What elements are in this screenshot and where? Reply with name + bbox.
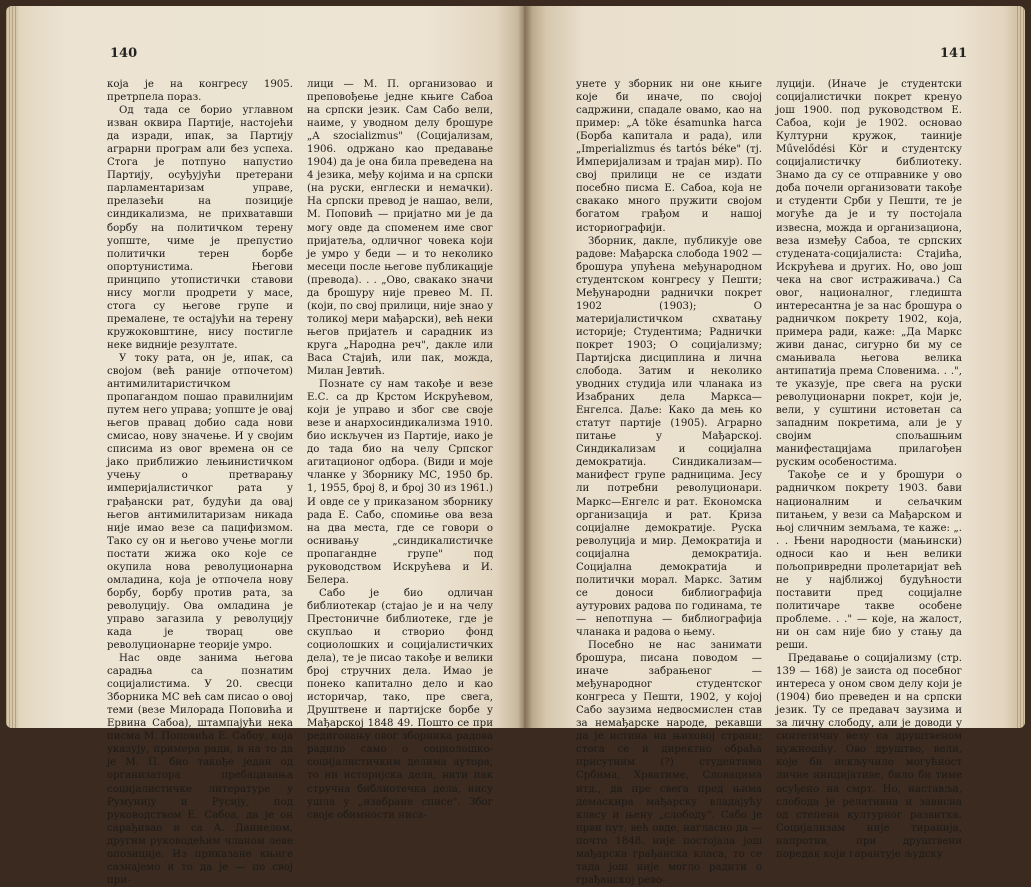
paragraph: Предавање о социјализму (стр. 139 — 168) је заиста од посебног интереса у оном свом делу који је (1904) био преведен и на српски језик. Ту се предавач заузима и за личну слободу, али је доводи у синтетичну везу са друштвеном нужношћу. Ово друштво, вели, које би искључило могућност личне иницијативе, било би тиме осуђено на смрт. Но, наставља, слобода је релативна и зависна од степена културног развитка. Социјализам није тиранија, напротив, при друштвени поредак који гарантује људску	[776, 653, 962, 860]
right-page-edges	[1015, 6, 1025, 728]
paragraph: Сабо је био одличан библиотекар (стајао је и на челу Престоничне библиотеке, где је скупљао и створио фонд социолошких и социјалистичких дела), те је писао такође и велики број стручних дела. Имао је понеко капитално дело и као историчар, тако, пре свега, Друштвене и партијске борбе у Мађарској 1848 49. Пошто се при редиговању овог зборника радова радило само о социолошко-социјалистичким делима аутора, то ни историјска дела, нити пак стручна библиотечка дела, нису ушла у „изабране списе". Због своје обимности ниса-	[307, 587, 493, 821]
left-page-column-1	[107, 78, 293, 887]
open-book	[6, 6, 1025, 886]
paragraph: У току рата, он је, ипак, са својом (већ раније отпочетом) антимилитаристичком пропагандом пошао правилнијим путем него управа; уопште је овај његов правац добио сада нови смисао, нову значење. И у својим списима из овог времена он се јако приближио лењинистичком учењу о претварању империјалистичког рата у грађански рат, будући да овај његов антимилитаризам никада није имао везе са пацифизмом. Тако су он и његово учење могли постати жижа око које се окупила нова револуционарна омладина, која је отпочела нову борбу, борбу против рата, за револуцију. Ова омладина је управо загазила у револуцију када је творац ове револуционарне теорије умро.	[107, 352, 293, 652]
paragraph: Посебно не нас занимати брошура, писана поводом — иначе забрањеног — међународног студентског конгреса у Пешти, 1902, у којој Сабо заузима недвосмислен став за немађарске народе, рекавши да је истина на њиховој страни; стога се и директно обраћа присутним (?) студентима Србима, Хрватиме, Словацима итд., да пре свега пред њима демаскира мађарску владајућу класу и њену „слободу". Сабо је први пут, већ овде, нагласио да — почто 1848. није постојала још мађарска грађанска класа, то се тада још није могло радити о грађанској рево-	[576, 640, 762, 886]
right-page	[524, 6, 1025, 886]
left-page	[6, 6, 524, 886]
paragraph: Такође се и у брошури о радничком покрету 1903. бави националним и сељачким питањем, у вези са Мађарском и њој сличним земљама, те каже: „. . . Њени народности (мањински) односи као и њен велики пољопривредни пролетаријат већ не у најближој будућности поставити пред социјалне политичаре такве особене проблеме. . ." — које, на жалост, ни он сам није био у стању да реши.	[776, 470, 962, 652]
paragraph: Од тада се борио углавном изван оквира Партије, настојећи да изради, ипак, за Партију аграрни програм али без успеха. Стога је потпуно напустио Партију, осуђујући претерани парламентаризам управе, прелазећи на позиције синдикализма, не прихватавши борбу на политичком терену уопште, чиме је препустио политички терен борбе опортунистима. Његови принципо утопистички ставови нису могли продрети у масе, стога су његове групе и премалене, те остајући на терену кружоковштине, нису постигле неке видније резултате.	[107, 105, 293, 351]
paragraph: Познате су нам такође и везе Е.С. са др Крстом Искрућевом, који је управо и због све своје везе и анархосиндикализма 1910. био искључен из Партије, иако је до тада био на челу Српског агитационог одбора. (Види и моје чланке у Зборнику МС, 1950 бр. 1, 1955, број 8, и број 30 из 1961.) И овде се у приказаном зборнику рада Е. Сабо, спомиње ова веза на два места, где се говори о оснивању „синдикалистичке пропагандне групе" под руководством Искрућева и И. Белера.	[307, 379, 493, 586]
left-page-column-2	[307, 78, 493, 822]
book-gutter	[518, 6, 532, 728]
paragraph: Нас овде занима његова сарадња са познатим социјалистима. У 20. свесци Зборника МС већ сам писао о овој теми (везе Милорада Поповића и Ервина Сабоа), штампајући нека писма М. Поповића Е. Сабоу, која указују, примера ради, и на то да је М. П. био такође један од организатора пребацивања социјалистичке литературе у Румунију и Русију, под руководством Е. Сабоа, да је он сарађивао и са А. Даниелом, другим руководећим чланом леве опозиције. Из приказане књиге сазнајемо и то да је — по свој при-	[107, 653, 293, 886]
paragraph: унете у зборник ни оне књиге које би иначе, по својој садржини, спадале овамо, као на пример: „A töke ésamunka harca (Борба капитала и рада), или „Imperializmus és tartós béke" (тј. Империјализам и трајан мир). По свој прилици не се издати посебно писма Е. Сабоа, која не свакако много пружити својом богатом грађом и нашој историографији.	[576, 79, 762, 234]
paragraph: луцији. (Иначе је студентски социјалистички покрет кренуо још 1900. под руководством Е. Сабоа, који је 1902. основао Културни кружок, таиније Művelődési Kör и студентску социјалистичку библиотеку. Знамо да су се отправнике у ово доба почели организовати такође и студенти Срби у Пешти, те је могуће да је и ту постојала извесна, можда и организациона, веза између Сабоа, те српских студената-социјалиста: Стајића, Искрућева и других. Но, ово још чека на свог истраживача.) Са овог, националног, гледишта интересантна је за нас брошура о радничком покрету 1902, која, примера ради, каже: „Да Маркс живи данас, сигурно би му се смањивала његова велика антипатија према Словенима. . .", те указује, пре свега на руски револуционарни покрет, који је, вели, у суштини истоветан са западним покретима, али је у својим спољашњим манифестацијама прилагођен руским особеностима.	[776, 79, 962, 469]
page-number-right: 141	[940, 46, 968, 61]
right-page-column-2	[776, 78, 962, 861]
paragraph: која је на конгресу 1905. претрпела пораз.	[107, 79, 293, 104]
paragraph: лици — М. П. организовао и преповођење једне књиге Сабоа на српски језик. Сам Сабо вели, наиме, у уводном делу брошуре „A szocializmus" (Социјализам, 1906. одржано као предавање 1904) да је она била преведена на 4 језика, међу којима и на српски (на руски, енглески и немачки). На српски превод је нашао, вели, М. Поповић — пријатно ми је да могу овде да споменем име свог пријатеља, одличног човека који је умро у беди — и то неколико месеци после његове публикације (превода). . . „Ово, свакако значи да брошуру није превео М. П. (који, по свој прилици, није знао у толикој мери мађарски), већ неки његов пријатељ и сарадник из круга „Народна реч", дакле или Васа Стајић, или пак, можда, Милан Јевтић.	[307, 79, 494, 378]
paragraph: Зборник, дакле, публикује ове радове: Мађарска слобода 1902 — брошура упућена међународном студентском конгресу у Пешти; Међународни раднички покрет 1902 (1903); О материјалистичком схватању историје; Студентима; Раднички покрет 1903; О социјализму; Партијска дисциплина и лична слобода. Затим и неколико уводних студија или чланака из Изабраних дела Маркса—Енгелса. Даље: Како да мењ ко статут партије (1905). Аграрно питање у Мађарској. Синдикализам и социјална демократија. Синдикализам—манифест групе радницима. Јесу ли потребни револуционари. Маркс—Енгелс и рат. Економска организација и рат. Криза социјалне демократије. Руска револуција и мир. Демократија и социјална демократија. Социјална демократија и политички морал. Маркс. Затим се доноси библиографија аутурових радова по годинама, те — непотпуна — библиографија чланака и радова о њему.	[576, 235, 762, 638]
page-number-left: 140	[110, 46, 138, 61]
left-page-edges	[6, 6, 18, 728]
right-page-column-1	[576, 78, 762, 887]
